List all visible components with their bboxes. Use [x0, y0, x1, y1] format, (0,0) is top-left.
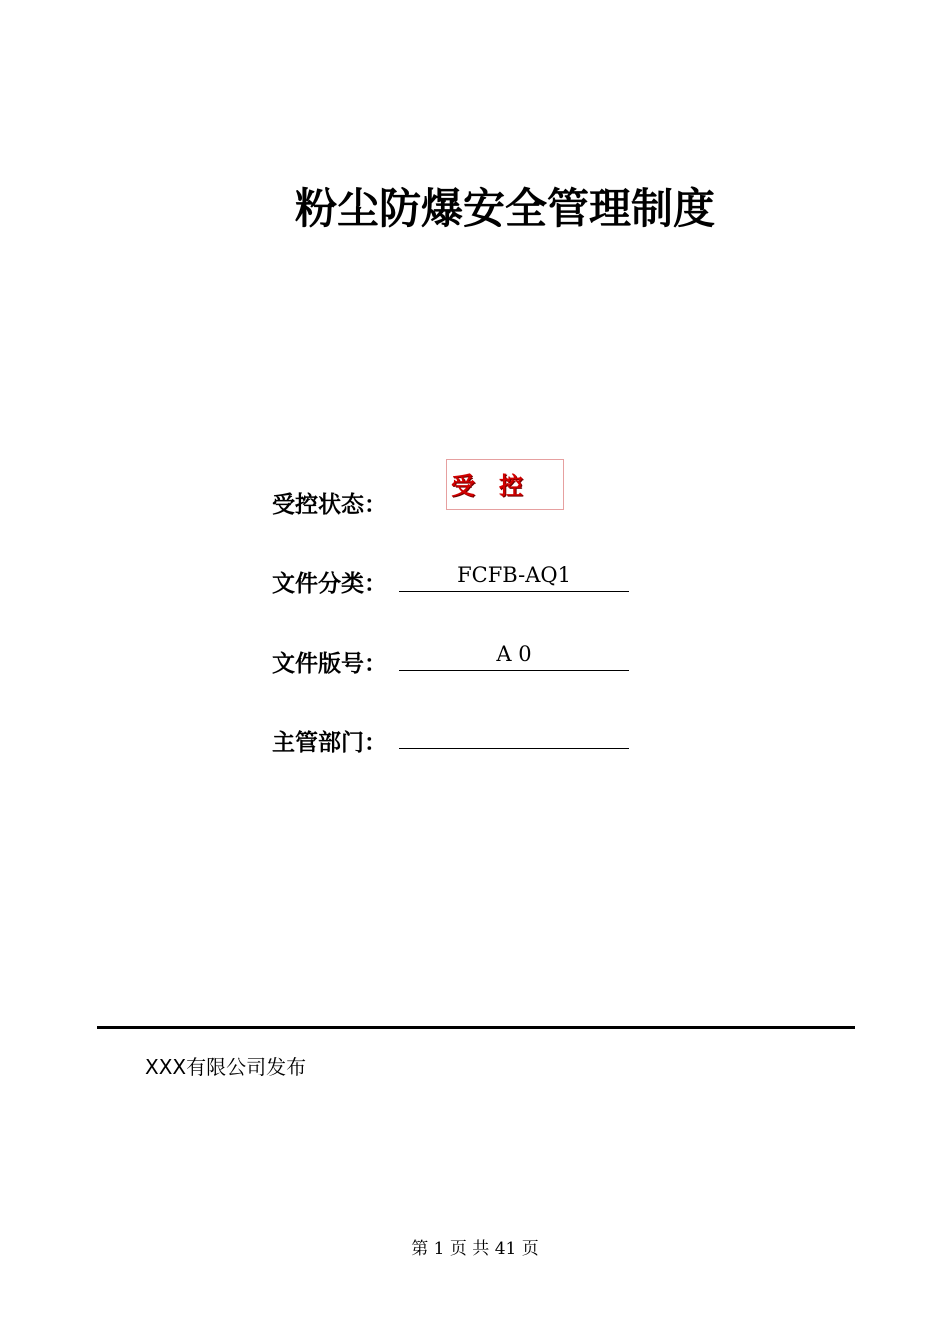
status-label: 受控状态： — [272, 492, 387, 518]
publisher-text: XXX有限公司发布 — [145, 1055, 307, 1079]
department-value — [399, 716, 629, 749]
version-value: A 0 — [399, 638, 629, 671]
document-title: 粉尘防爆安全管理制度 — [294, 184, 715, 233]
category-value: FCFB-AQ1 — [399, 559, 629, 592]
category-label: 文件分类： — [272, 571, 387, 597]
controlled-stamp — [446, 459, 564, 510]
department-label: 主管部门： — [272, 730, 387, 756]
divider-rule — [97, 1026, 855, 1029]
stamp-text: 受控 — [451, 472, 547, 500]
page-footer: 第 1 页 共 41 页 — [411, 1239, 539, 1259]
version-label: 文件版号： — [272, 651, 387, 677]
